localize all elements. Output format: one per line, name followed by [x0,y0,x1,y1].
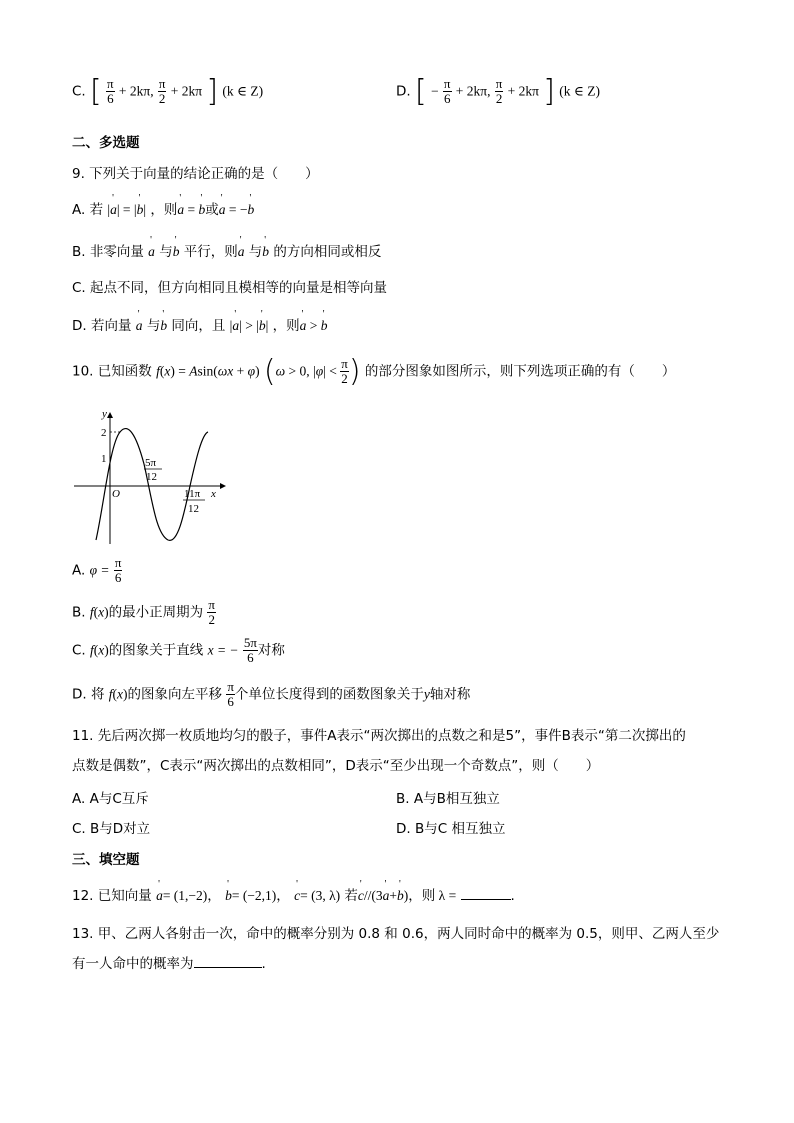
q10-option-d: D. 将 f(x)的图象向左平移 $\frac{\pi}{6}$ 个单位长度得到的函数图象关于y轴对称 [72,679,471,709]
option-label: C. [72,83,86,100]
bracket-left: [ [90,74,102,109]
math-text: + 2kπ [170,83,203,99]
fraction: $\frac{\pi}{2}$ [495,76,503,106]
tick-1: 1 [101,453,107,465]
q11-option-a: A. A与C互斥 [72,791,149,807]
tick-5pi-num: 5π [145,457,157,469]
answer-blank[interactable] [461,899,511,900]
sine-curve [96,429,208,541]
q13-line1: 13. 甲、乙两人各射击一次，命中的概率分别为 0.8 和 0.6，两人同时命中的概率为 0.5，则甲、乙两人至少 [72,926,720,942]
q10-option-c: C. f(x)的图象关于直线 x = − $\frac{5\pi}{6}$ 对称 [72,635,285,665]
tick-5pi-den: 12 [146,471,157,483]
condition: (k ∈ Z) [222,83,264,99]
tick-2: 2 [101,427,107,439]
q13-line2: 有一人命中的概率为 . [72,956,266,972]
q12-stem: 12. 已知向量 ' a= (1,−2)， ' b= (−2,1)， ' c= (3, λ) 若' c//(3' a+' b)，则 λ = . [72,884,515,904]
y-axis-arrow [107,412,113,418]
q9-option-b: B. 非零向量 ' a 与' b 平行，则' a 与' b 的方向相同或相反 [72,240,381,260]
tick-11pi-num: 11π [184,488,201,500]
bracket-left: [ [414,74,427,109]
q10-option-b: B. f(x)的最小正周期为 $\frac{\pi}{2}$ [72,597,215,627]
q10-stem: 10. 已知函数 f(x) = Asin(ωx + φ) (ω > 0, |φ| < $\frac{\pi}{2}$ ) 的部分图象如图所示，则下列选项正确的有（ ） [72,354,676,389]
fraction: $\frac{\pi}{6}$ [107,76,114,106]
q9-option-c: C. 起点不同，但方向相同且模相等的向量是相等向量 [72,280,388,296]
math-text: + 2kπ [507,83,539,99]
section-title-fill-in: 三、填空题 [72,852,140,868]
fraction: $\frac{\pi}{6}$ [443,76,451,106]
y-label: y [102,408,107,420]
q11-stem-line1: 11. 先后两次掷一枚质地均匀的骰子，事件A表示“两次掷出的点数之和是5”，事件B表示“第二次掷出的 [72,728,686,744]
q11-option-c: C. B与D对立 [72,821,151,837]
tick-11pi-den: 12 [188,503,199,515]
bracket-right: ] [206,74,219,109]
q10-sine-graph [70,404,230,549]
minus-sign: − [431,83,439,99]
q8-option-d [396,74,600,109]
q11-option-d: D. B与C 相互独立 [396,821,506,837]
q9-option-a: A. 若 |' a| = |' b| ，则' a = ' b或' a = −' b [72,198,254,218]
q11-stem-line2: 点数是偶数”，C表示“两次掷出的点数相同”，D表示“至少出现一个奇数点”，则（ ） [72,758,600,774]
q8-option-c [72,74,263,109]
math-text: + 2kπ, [455,83,491,99]
math-text: + 2kπ, [118,83,154,99]
x-label: x [211,488,216,500]
fraction: $\frac{\pi}{2}$ [158,76,166,106]
answer-blank[interactable] [194,967,262,968]
bracket-right: ] [543,74,555,109]
condition: (k ∈ Z) [559,83,601,99]
q9-stem: 9. 下列关于向量的结论正确的是（ ） [72,166,319,182]
option-label: D. [396,83,411,100]
q9-option-d: D. 若向量 ' a 与' b 同向，且 |' a| > |' b| ，则' a > ' b [72,314,328,334]
section-title-multiple-choice: 二、多选题 [72,135,140,151]
q10-option-a: A. φ = $\frac{\pi}{6}$ [72,555,122,585]
x-axis-arrow [220,483,226,489]
origin-label: O [112,488,120,500]
q11-option-b: B. A与B相互独立 [396,791,500,807]
